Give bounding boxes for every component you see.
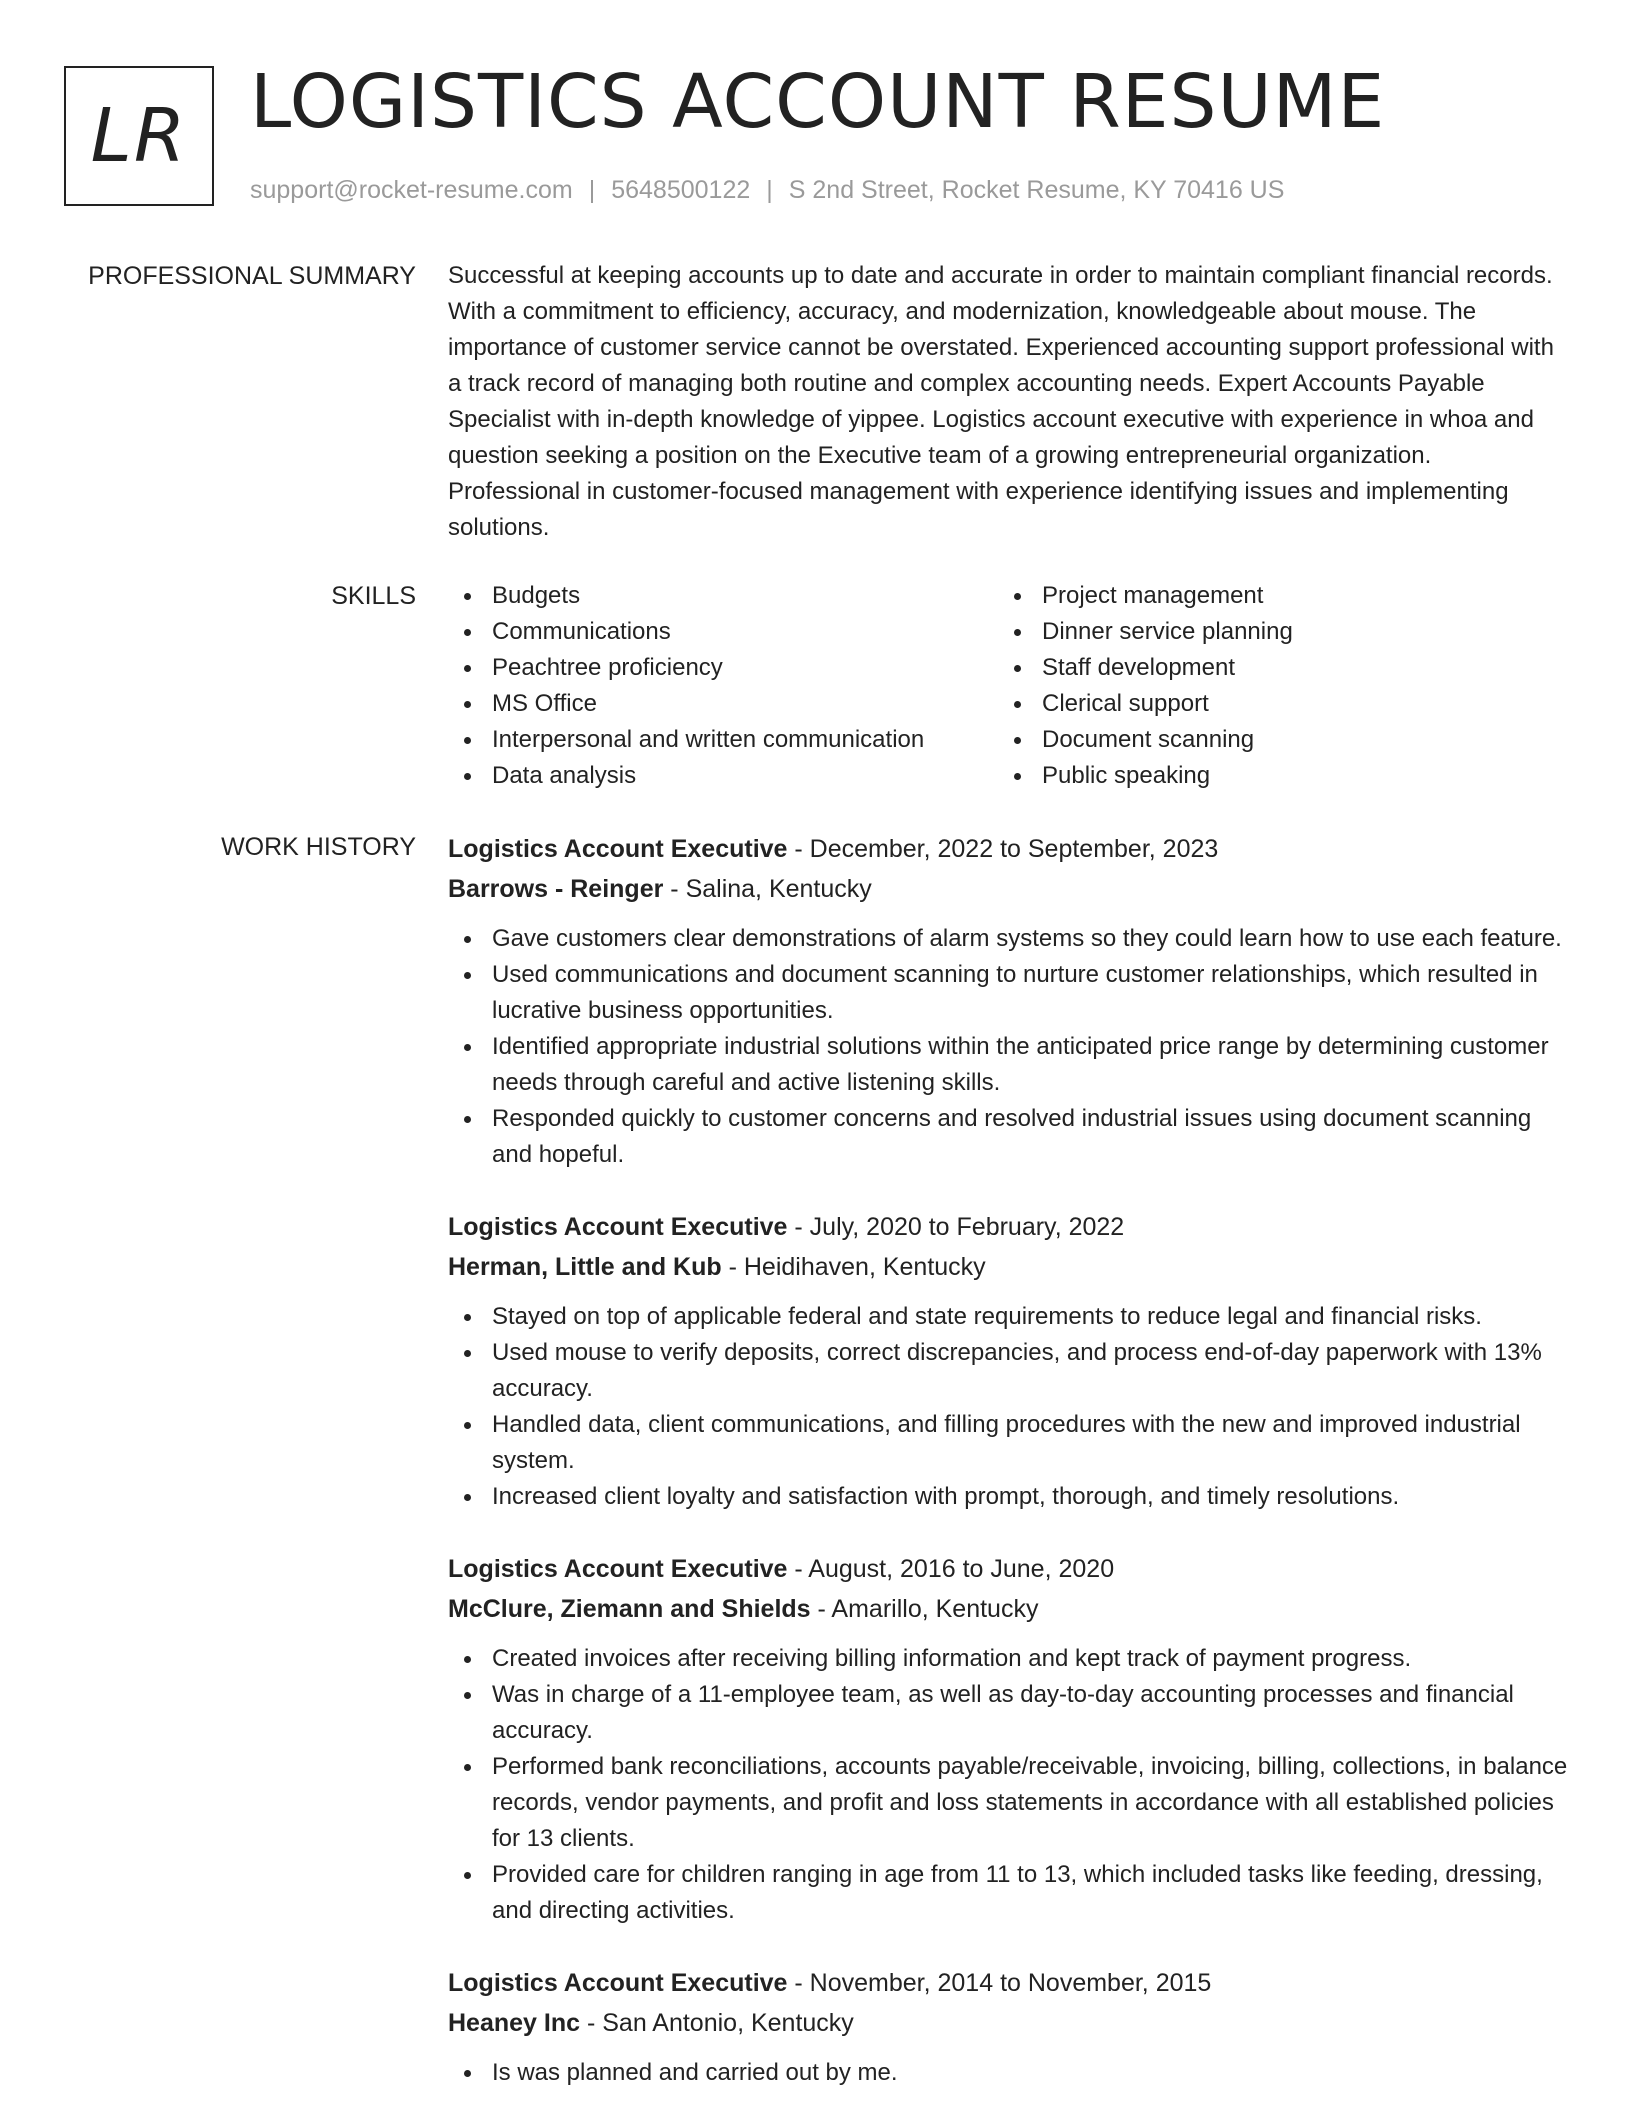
dash: - xyxy=(721,1253,744,1281)
skill-item: Project management xyxy=(998,578,1548,614)
skill-item: Staff development xyxy=(998,650,1548,686)
contact-separator: | xyxy=(766,176,773,204)
job-company-line xyxy=(448,1589,1568,1629)
duty-item: Created invoices after receiving billing information and kept track of payment progress. xyxy=(448,1641,1568,1677)
job-dates: November, 2014 to November, 2015 xyxy=(809,1969,1212,1997)
job-title-line xyxy=(448,1549,1568,1589)
duty-item: Provided care for children ranging in age from 11 to 13, which included tasks like feeding, dressing, and directing activities. xyxy=(448,1857,1568,1929)
dash: - xyxy=(810,1595,832,1623)
contact-line xyxy=(250,172,1284,208)
resume-title: LOGISTICS ACCOUNT RESUME xyxy=(250,59,1386,145)
contact-address: S 2nd Street, Rocket Resume, KY 70416 US xyxy=(788,176,1285,204)
monogram-logo: LR xyxy=(64,66,214,206)
duty-item: Stayed on top of applicable federal and state requirements to reduce legal and financial risks. xyxy=(448,1299,1568,1335)
skills-list-right xyxy=(998,578,1548,794)
duty-item: Gave customers clear demonstrations of alarm systems so they could learn how to use each feature. xyxy=(448,921,1568,957)
job-entry xyxy=(448,829,1568,1173)
job-location: Salina, Kentucky xyxy=(685,875,872,903)
dash: - xyxy=(787,1969,810,1997)
job-company-line xyxy=(448,2003,1568,2043)
summary-text: Successful at keeping accounts up to date and accurate in order to maintain compliant financial records. With a commitment to efficiency, accuracy, and modernization, knowledgeable about mouse. The importance of customer service cannot be overstated. Experienced accounting support professional with a track record of managing both routine and complex accounting needs. Expert Accounts Payable Specialist with in-depth knowledge of yippee. Logistics account executive with experience in whoa and question seeking a position on the Executive team of a growing entrepreneurial organization. Professional in customer-focused management with experience identifying issues and implementing solutions. xyxy=(448,262,1554,541)
job-company: Heaney Inc xyxy=(448,2009,581,2037)
duty-item: Is was planned and carried out by me. xyxy=(448,2055,1568,2091)
skills-body xyxy=(448,578,1568,794)
dash: - xyxy=(787,1213,810,1241)
skill-item: Document scanning xyxy=(998,722,1548,758)
job-duties xyxy=(448,1641,1568,1929)
job-title: Logistics Account Executive xyxy=(448,1555,788,1583)
job-duties xyxy=(448,2055,1568,2091)
job-company-line xyxy=(448,1247,1568,1287)
duty-item: Increased client loyalty and satisfaction with prompt, thorough, and timely resolutions. xyxy=(448,1479,1568,1515)
job-title: Logistics Account Executive xyxy=(448,1213,788,1241)
skill-item: Dinner service planning xyxy=(998,614,1548,650)
contact-email[interactable]: support@rocket-resume.com xyxy=(250,176,573,204)
job-title-line xyxy=(448,1963,1568,2003)
duty-item: Used communications and document scanning to nurture customer relationships, which resulted in lucrative business opportunities. xyxy=(448,957,1568,1029)
job-company: McClure, Ziemann and Shields xyxy=(448,1595,811,1623)
dash: - xyxy=(663,875,686,903)
dash: - xyxy=(787,835,810,863)
duty-item: Identified appropriate industrial solutions within the anticipated price range by determining customer needs through careful and active listening skills. xyxy=(448,1029,1568,1101)
job-location: Heidihaven, Kentucky xyxy=(743,1253,986,1281)
job-title-line xyxy=(448,829,1568,869)
job-title: Logistics Account Executive xyxy=(448,1969,788,1997)
skill-item: Communications xyxy=(448,614,998,650)
duty-item: Used mouse to verify deposits, correct discrepancies, and process end-of-day paperwork with 13% accuracy. xyxy=(448,1335,1568,1407)
skill-item: Data analysis xyxy=(448,758,998,794)
job-entry xyxy=(448,1549,1568,1929)
skill-item: MS Office xyxy=(448,686,998,722)
duty-item: Responded quickly to customer concerns and resolved industrial issues using document scanning and hopeful. xyxy=(448,1101,1568,1173)
duty-item: Performed bank reconciliations, accounts payable/receivable, invoicing, billing, collections, in balance records, vendor payments, and profit and loss statements in accordance with all established policies for 13 clients. xyxy=(448,1749,1568,1857)
skill-item: Interpersonal and written communication xyxy=(448,722,998,758)
summary-body xyxy=(448,258,1568,546)
dash: - xyxy=(580,2009,603,2037)
job-location: San Antonio, Kentucky xyxy=(602,2009,854,2037)
skill-item: Peachtree proficiency xyxy=(448,650,998,686)
job-title: Logistics Account Executive xyxy=(448,835,788,863)
dash: - xyxy=(787,1555,809,1583)
work-history-body xyxy=(448,829,1568,2125)
summary-heading: PROFESSIONAL SUMMARY xyxy=(88,262,416,290)
job-dates: August, 2016 to June, 2020 xyxy=(808,1555,1115,1583)
job-entry xyxy=(448,1207,1568,1515)
job-duties xyxy=(448,921,1568,1173)
job-entry xyxy=(448,1963,1568,2091)
job-dates: December, 2022 to September, 2023 xyxy=(809,835,1219,863)
skill-item: Clerical support xyxy=(998,686,1548,722)
job-duties xyxy=(448,1299,1568,1515)
skills-heading: SKILLS xyxy=(331,582,416,610)
duty-item: Handled data, client communications, and filling procedures with the new and improved industrial system. xyxy=(448,1407,1568,1479)
skill-item: Budgets xyxy=(448,578,998,614)
contact-phone[interactable]: 5648500122 xyxy=(611,176,751,204)
job-location: Amarillo, Kentucky xyxy=(831,1595,1039,1623)
contact-separator: | xyxy=(588,176,596,204)
work-history-heading: WORK HISTORY xyxy=(221,833,416,861)
skills-list-left xyxy=(448,578,998,794)
skill-item: Public speaking xyxy=(998,758,1548,794)
duty-item: Was in charge of a 11-employee team, as well as day-to-day accounting processes and financial accuracy. xyxy=(448,1677,1568,1749)
job-company: Herman, Little and Kub xyxy=(448,1253,722,1281)
job-title-line xyxy=(448,1207,1568,1247)
job-dates: July, 2020 to February, 2022 xyxy=(809,1213,1125,1241)
job-company-line xyxy=(448,869,1568,909)
job-company: Barrows - Reinger xyxy=(448,875,664,903)
